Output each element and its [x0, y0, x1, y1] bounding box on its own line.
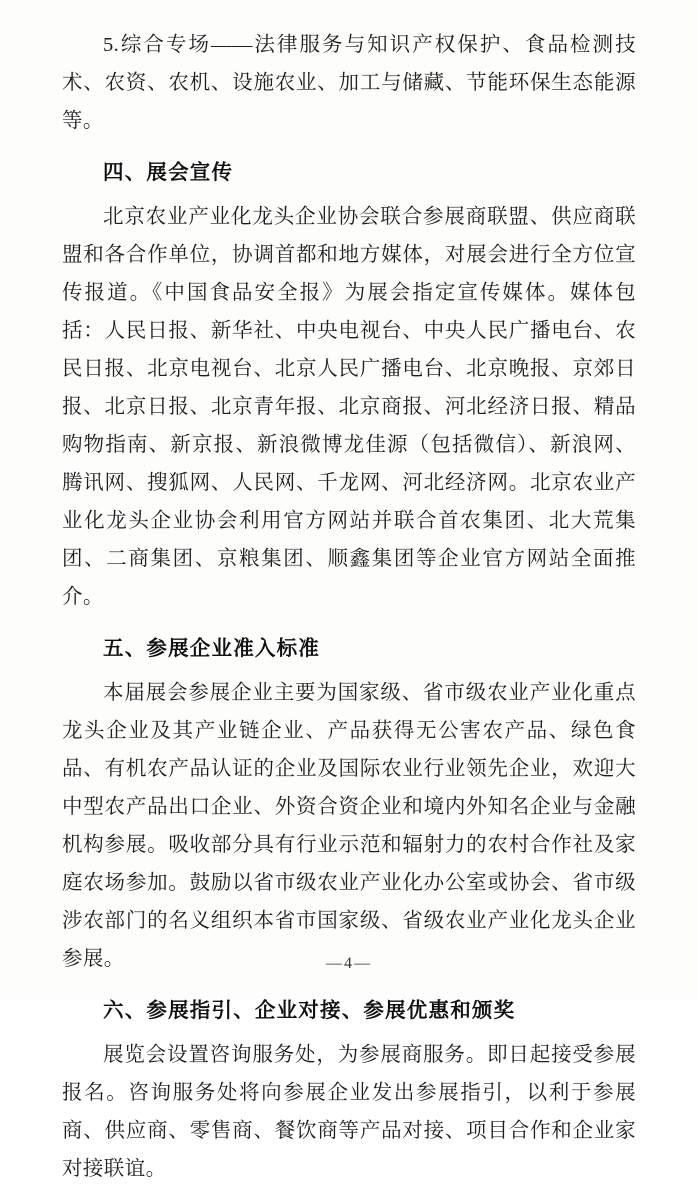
document-body: [62, 26, 636, 1188]
block-section-four: [62, 154, 636, 616]
heading-section-six: 六、参展指引、企业对接、参展优惠和颁奖: [103, 999, 516, 1022]
page-number-footer: —4—: [326, 955, 372, 972]
heading-section-five: 五、参展企业准入标准: [103, 637, 320, 660]
block-section-five: [62, 630, 636, 978]
paragraph-section-four-body: 北京农业产业化龙头企业协会联合参展商联盟、供应商联盟和各合作单位，协调首都和地方媒体，对展会进行全方位宣传报道。《中国食品安全报》为展会指定宣传媒体。媒体包括：人民日报、新华社、中央电视台、中央人民广播电台、农民日报、北京电视台、北京人民广播电台、北京晚报、京郊日报、北京日报、北京青年报、北京商报、河北经济日报、精品购物指南、新京报、新浪微博龙佳源（包括微信）、新浪网、腾讯网、搜狐网、人民网、千龙网、河北经济网。北京农业产业化龙头企业协会利用官方网站并联合首农集团、北大荒集团、二商集团、京粮集团、顺鑫集团等企业官方网站全面推介。: [62, 206, 636, 608]
block-section-six: [62, 992, 636, 1188]
paragraph-section-six-body: 展览会设置咨询服务处，为参展商服务。即日起接受参展报名。咨询服务处将向参展企业发出参展指引，以利于参展商、供应商、零售商、餐饮商等产品对接、项目合作和企业家对接联谊。: [62, 1044, 636, 1180]
paragraph-item-5: 5.综合专场——法律服务与知识产权保护、食品检测技术、农资、农机、设施农业、加工与储藏、节能环保生态能源等。: [62, 34, 636, 132]
block-paragraph-item-5: [62, 26, 636, 140]
heading-section-four: 四、展会宣传: [103, 161, 234, 184]
paragraph-section-five-body: 本届展会参展企业主要为国家级、省市级农业产业化重点龙头企业及其产业链企业、产品获得无公害农产品、绿色食品、有机农产品认证的企业及国际农业行业领先企业，欢迎大中型农产品出口企业、外资合资企业和境内外知名企业与金融机构参展。吸收部分具有行业示范和辐射力的农村合作社及家庭农场参加。鼓励以省市级农业产业化办公室或协会、省市级涉农部门的名义组织本省市国家级、省级农业产业化龙头企业参展。: [62, 682, 636, 970]
